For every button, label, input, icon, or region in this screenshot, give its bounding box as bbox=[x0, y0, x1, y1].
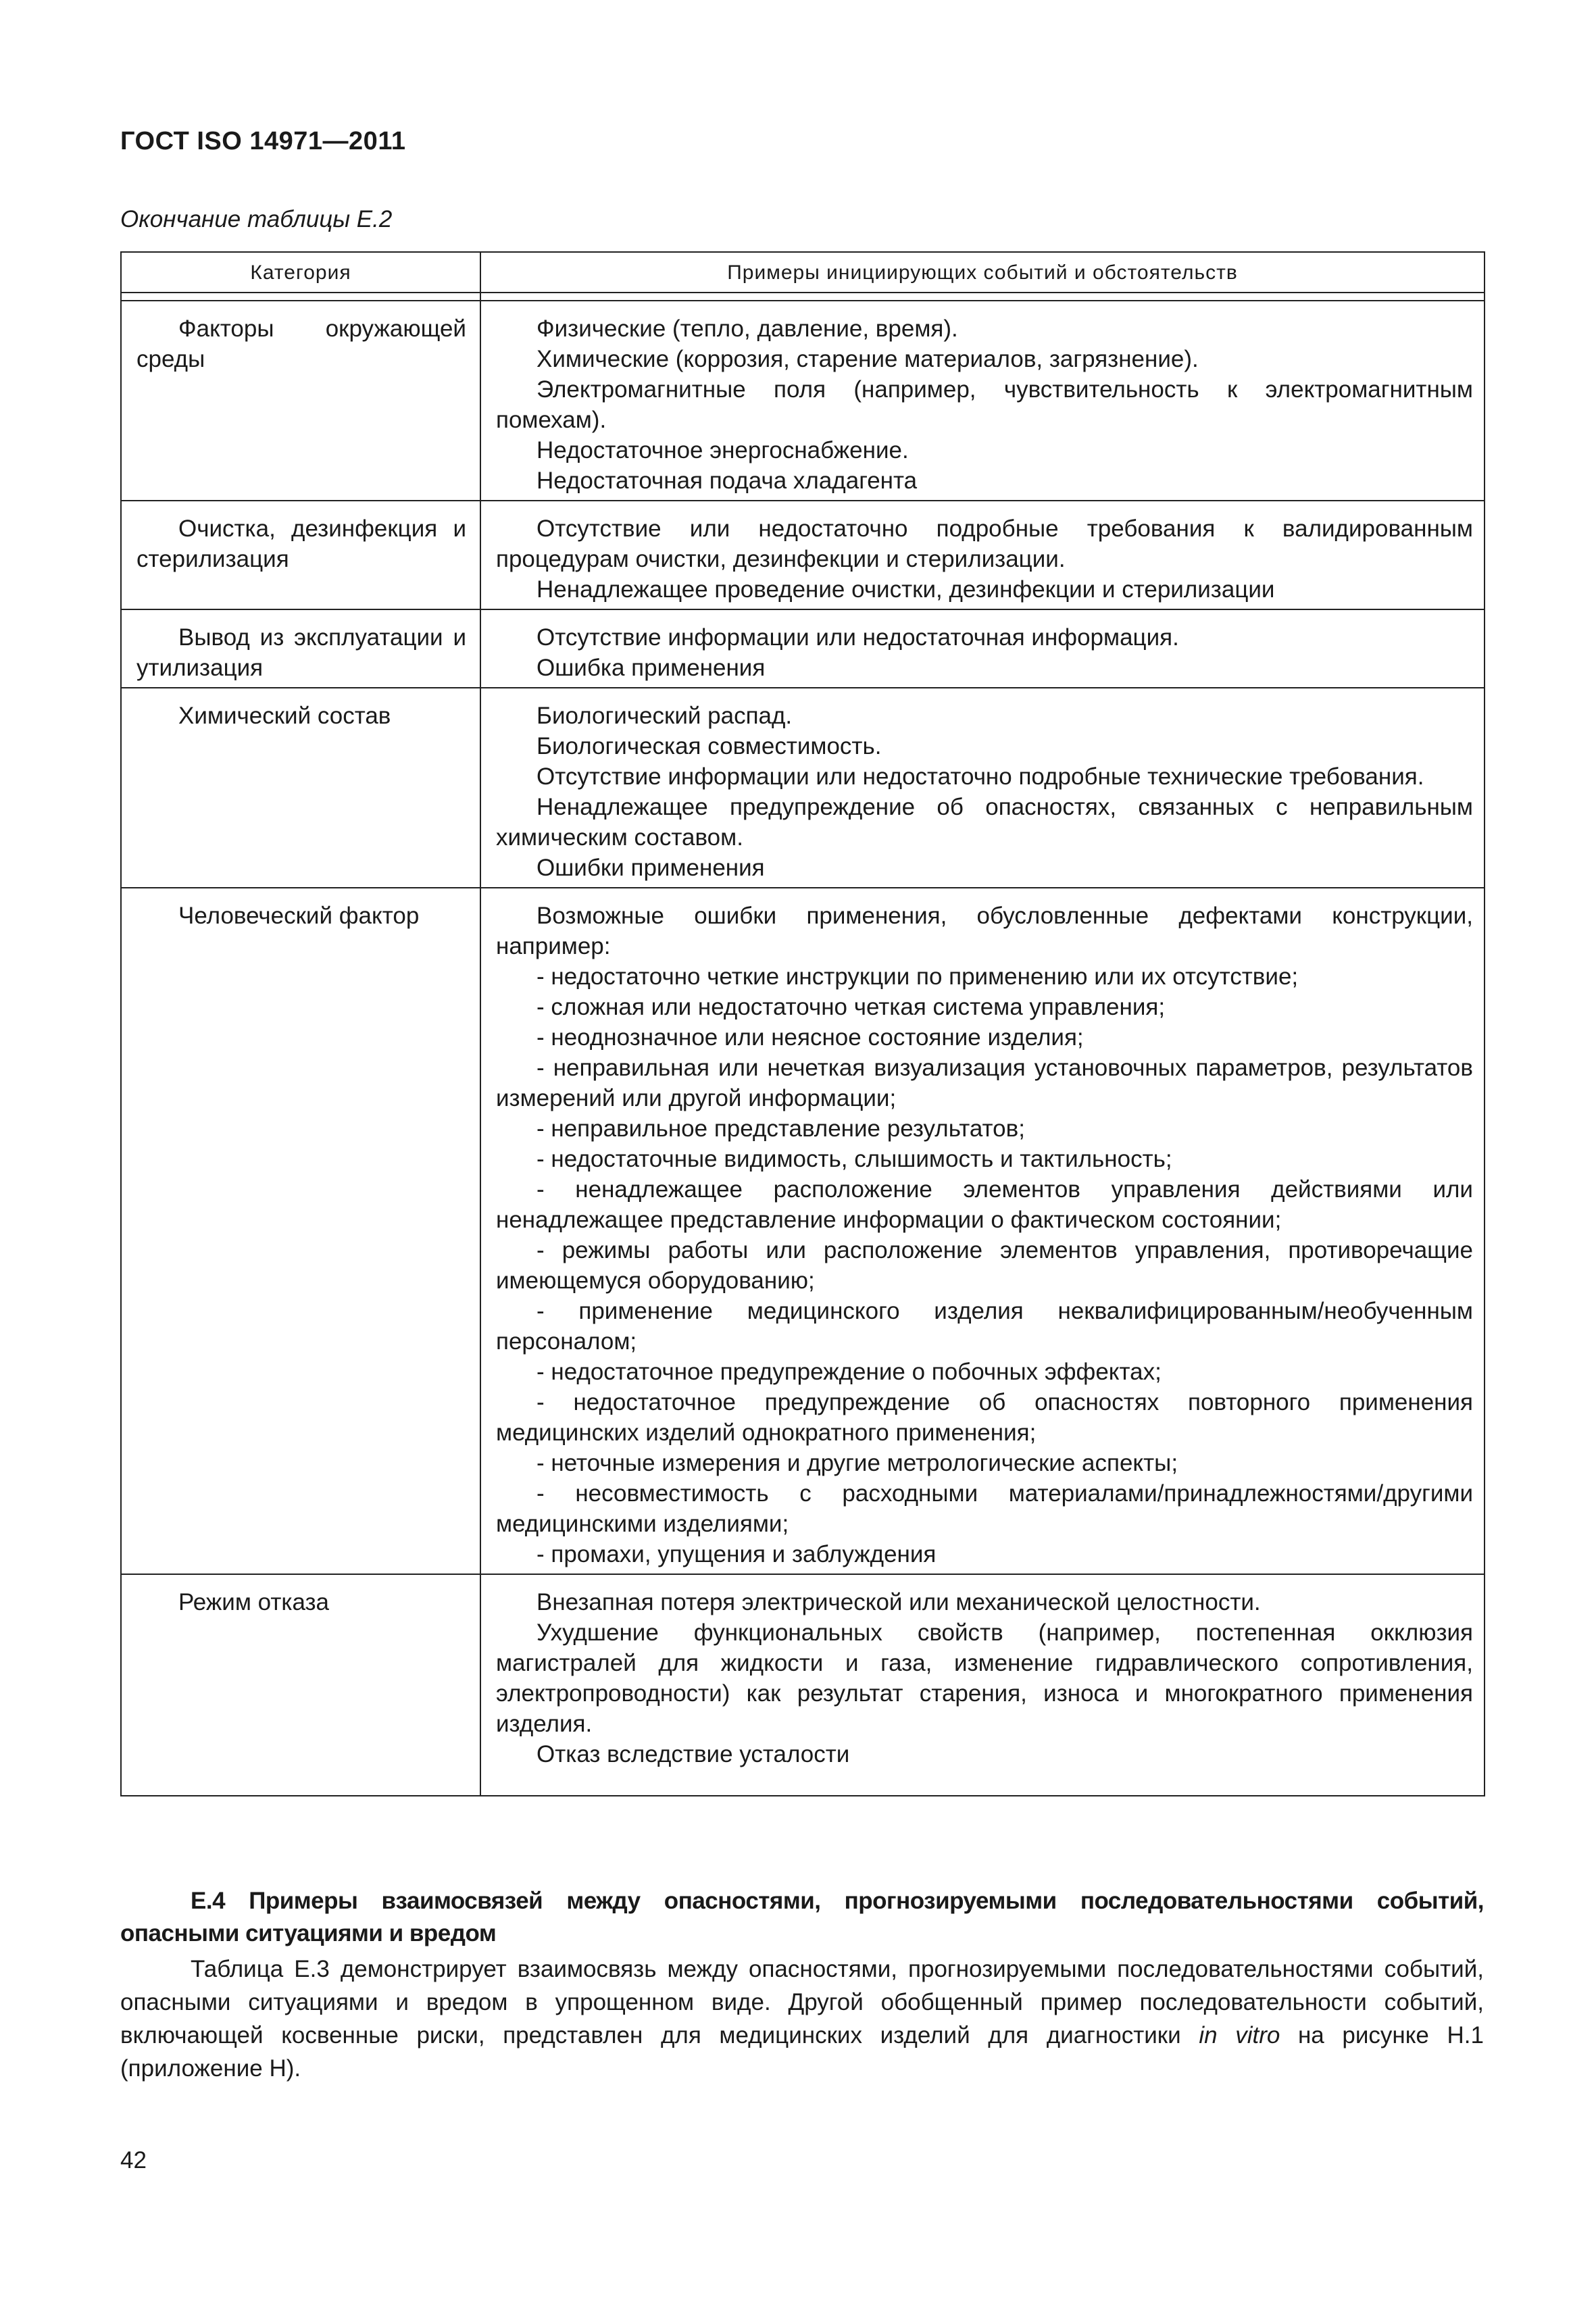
category-label: Факторы окружающей среды bbox=[136, 316, 466, 372]
column-header-examples: Примеры инициирующих событий и обстоятельств bbox=[480, 252, 1485, 293]
list-item: Недостаточное энергоснабжение. bbox=[537, 437, 909, 463]
list-item: - недостаточное предупреждение об опасностях повторного применения медицинских изделий однократного применения; bbox=[496, 1389, 1473, 1446]
table-caption: Окончание таблицы Е.2 bbox=[120, 206, 393, 232]
list-item: Ненадлежащее проведение очистки, дезинфекции и стерилизации bbox=[537, 576, 1275, 603]
list-item: - неправильное представление результатов; bbox=[537, 1115, 1025, 1142]
table-row bbox=[121, 888, 1485, 1574]
list-item: Физические (тепло, давление, время). bbox=[537, 316, 958, 342]
category-label: Человеческий фактор bbox=[178, 903, 420, 929]
category-label: Вывод из эксплуатации и утилизация bbox=[136, 624, 466, 681]
column-header-category: Категория bbox=[121, 252, 480, 293]
table-row bbox=[121, 688, 1485, 888]
list-item: Возможные ошибки применения, обусловленные дефектами конструкции, например: bbox=[496, 903, 1473, 959]
list-item: Отсутствие информации или недостаточная информация. bbox=[537, 624, 1179, 651]
list-item: Отсутствие информации или недостаточно подробные технические требования. bbox=[537, 763, 1424, 790]
examples-cell bbox=[480, 1574, 1485, 1796]
list-item: Ненадлежащее предупреждение об опасностях, связанных с неправильным химическим составом. bbox=[496, 794, 1473, 851]
paragraph-text: Таблица Е.3 демонстрирует взаимосвязь между опасностями, прогнозируемыми последовательностями событий, опасными ситуациями и вредом в упрощенном виде. Другой обобщенный пример последовательности событий, включающей косвенные риски, представлен для медицинских изделий для диагностики bbox=[120, 1956, 1484, 2048]
list-item: Ошибка применения bbox=[537, 655, 766, 681]
category-label: Режим отказа bbox=[178, 1589, 330, 1615]
table-row bbox=[121, 501, 1485, 609]
list-item: - ненадлежащее расположение элементов управления действиями или ненадлежащее представление информации о фактическом состоянии; bbox=[496, 1176, 1473, 1233]
table-header-row bbox=[121, 252, 1485, 293]
paragraph-text-end: на рисунке Н.1 (приложение Н). bbox=[120, 2022, 1484, 2082]
category-cell bbox=[121, 301, 480, 501]
list-item: Биологическая совместимость. bbox=[537, 733, 882, 759]
examples-cell bbox=[480, 501, 1485, 609]
list-item: Отказ вследствие усталости bbox=[537, 1741, 850, 1767]
list-item: Внезапная потеря электрической или механической целостности. bbox=[537, 1589, 1261, 1615]
category-cell bbox=[121, 888, 480, 1574]
list-item: - сложная или недостаточно четкая система управления; bbox=[537, 994, 1166, 1020]
examples-cell bbox=[480, 688, 1485, 888]
category-cell bbox=[121, 501, 480, 609]
list-item: - применение медицинского изделия неквалифицированным/необученным персоналом; bbox=[496, 1298, 1473, 1355]
category-cell bbox=[121, 609, 480, 688]
list-item: - неточные измерения и другие метрологические аспекты; bbox=[537, 1450, 1178, 1476]
list-item: - недостаточное предупреждение о побочных эффектах; bbox=[537, 1359, 1162, 1385]
list-item: Химические (коррозия, старение материалов, загрязнение). bbox=[537, 346, 1199, 372]
list-item: - неоднозначное или неясное состояние изделия; bbox=[537, 1024, 1084, 1051]
category-cell bbox=[121, 1574, 480, 1796]
header-separator bbox=[121, 293, 1485, 301]
list-item: - недостаточные видимость, слышимость и тактильность; bbox=[537, 1146, 1172, 1172]
list-item: - неправильная или нечеткая визуализация установочных параметров, результатов измерений или другой информации; bbox=[496, 1055, 1473, 1111]
list-item: Электромагнитные поля (например, чувствительность к электромагнитным помехам). bbox=[496, 376, 1473, 433]
list-item: Ошибки применения bbox=[537, 855, 765, 881]
list-item: Биологический распад. bbox=[537, 703, 793, 729]
document-header: ГОСТ ISO 14971—2011 bbox=[120, 127, 406, 155]
paragraph-italic-text: in vitro bbox=[1199, 2022, 1280, 2048]
section-heading: Е.4 Примеры взаимосвязей между опасностями, прогнозируемыми последовательностями событий, опасными ситуациями и вредом bbox=[120, 1888, 1484, 1946]
section-paragraph bbox=[120, 1953, 1484, 2085]
list-item: - промахи, упущения и заблуждения bbox=[537, 1541, 937, 1567]
table-row bbox=[121, 1574, 1485, 1796]
list-item: - режимы работы или расположение элементов управления, противоречащие имеющемуся оборудованию; bbox=[496, 1237, 1473, 1294]
table-row bbox=[121, 301, 1485, 501]
category-cell bbox=[121, 688, 480, 888]
table-row bbox=[121, 609, 1485, 688]
list-item: - несовместимость с расходными материалами/принадлежностями/другими медицинскими изделиями; bbox=[496, 1480, 1473, 1537]
list-item: Недостаточная подача хладагента bbox=[537, 468, 918, 494]
examples-cell bbox=[480, 301, 1485, 501]
examples-cell bbox=[480, 609, 1485, 688]
list-item: Ухудшение функциональных свойств (например, постепенная окклюзия магистралей для жидкости и газа, изменение гидравлического сопротивления, электропроводности) как результат старения, износа и многократного применения изделия. bbox=[496, 1619, 1473, 1737]
list-item: - недостаточно четкие инструкции по применению или их отсутствие; bbox=[537, 963, 1299, 990]
category-label: Очистка, дезинфекция и стерилизация bbox=[136, 515, 466, 572]
page-number: 42 bbox=[120, 2147, 147, 2173]
list-item: Отсутствие или недостаточно подробные требования к валидированным процедурам очистки, дезинфекции и стерилизации. bbox=[496, 515, 1473, 572]
category-label: Химический состав bbox=[178, 703, 391, 729]
examples-cell bbox=[480, 888, 1485, 1574]
hazard-events-table bbox=[120, 251, 1485, 1796]
